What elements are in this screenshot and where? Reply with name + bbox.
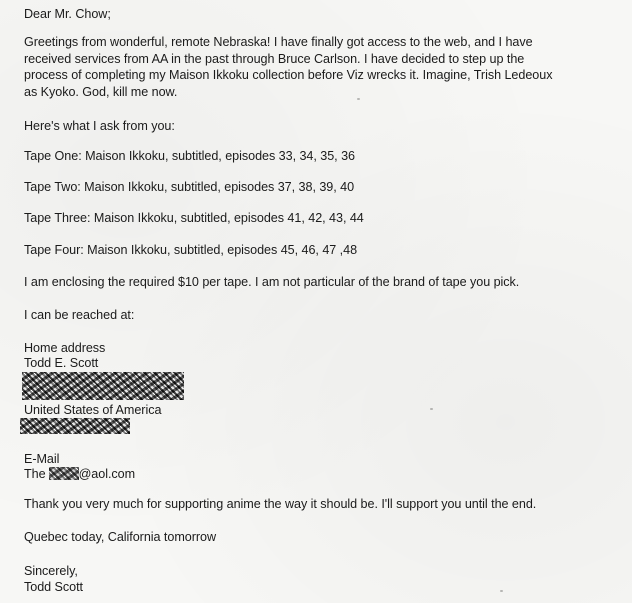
email-suffix: @aol.com [78, 467, 136, 481]
redacted-street-address [22, 372, 184, 400]
home-address-label: Home address [24, 341, 106, 355]
scan-speck [430, 408, 433, 410]
motto-line: Quebec today, California tomorrow [24, 530, 217, 544]
payment-note: I am enclosing the required $10 per tape. I am not particular of the brand of tape you pick. [24, 275, 520, 289]
scan-speck [357, 98, 360, 100]
email-address [24, 466, 135, 482]
reach-intro: I can be reached at: [24, 308, 135, 322]
thanks-line: Thank you very much for supporting anime the way it should be. I'll support you until the end. [24, 497, 537, 511]
address-name: Todd E. Scott [24, 356, 99, 370]
scan-speck [420, 58, 423, 60]
closing: Sincerely, [24, 564, 78, 578]
scan-speck [500, 590, 503, 592]
intro-paragraph-line: received services from AA in the past through Bruce Carlson. I have decided to step up the [24, 52, 525, 66]
email-label: E-Mail [24, 452, 60, 466]
signature-name: Todd Scott [24, 580, 84, 594]
tape-request: Tape One: Maison Ikkoku, subtitled, episodes 33, 34, 35, 36 [24, 149, 355, 163]
tape-request: Tape Two: Maison Ikkoku, subtitled, episodes 37, 38, 39, 40 [24, 180, 355, 194]
redacted-email-user [49, 467, 79, 480]
email-prefix: The [24, 467, 46, 481]
tape-request: Tape Four: Maison Ikkoku, subtitled, episodes 45, 46, 47 ,48 [24, 243, 358, 257]
intro-paragraph-line: as Kyoko. God, kill me now. [24, 85, 178, 99]
salutation: Dear Mr. Chow; [24, 7, 111, 21]
address-country: United States of America [24, 403, 162, 417]
tape-request: Tape Three: Maison Ikkoku, subtitled, episodes 41, 42, 43, 44 [24, 211, 364, 225]
intro-paragraph-line: process of completing my Maison Ikkoku collection before Viz wrecks it. Imagine, Trish Ledeoux [24, 68, 553, 82]
intro-paragraph-line: Greetings from wonderful, remote Nebraska! I have finally got access to the web, and I have [24, 35, 533, 49]
request-intro: Here's what I ask from you: [24, 119, 175, 133]
redacted-phone [20, 418, 130, 434]
